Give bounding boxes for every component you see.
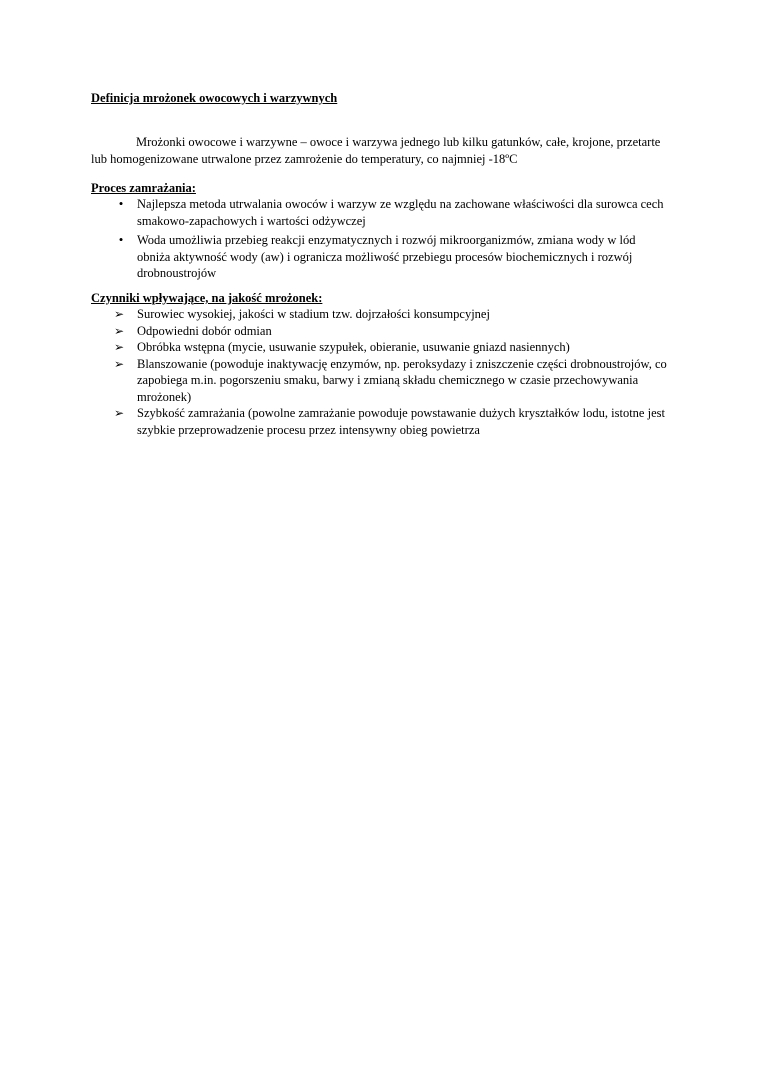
bullet-icon: •	[118, 196, 124, 211]
list-item	[91, 196, 671, 229]
list-item	[91, 356, 671, 406]
quality-factors-heading: Czynniki wpływające, na jakość mrożonek:	[91, 291, 323, 305]
quality-factors-list	[91, 306, 671, 438]
list-item-text: Blanszowanie (powoduje inaktywację enzymów, np. peroksydazy i zniszczenie części drobnoustrojów, co zapobiega m.in. pogorszeniu smaku, barwy i zmianą składu chemicznego w czasie przechowywania mrożonek)	[137, 356, 667, 404]
arrow-bullet-icon: ➢	[113, 356, 125, 371]
list-item	[91, 323, 671, 340]
definition-paragraph: Mrożonki owocowe i warzywne – owoce i warzywa jednego lub kilku gatunków, całe, krojone, przetarte lub homogenizowane utrwalone przez zamrożenie do temperatury, co najmniej -18ºC	[91, 135, 661, 166]
arrow-bullet-icon: ➢	[113, 323, 125, 338]
list-item	[91, 339, 671, 356]
list-item-text: Woda umożliwia przebieg reakcji enzymatycznych i rozwój mikroorganizmów, zmiana wody w lód obniża aktywność wody (aw) i ogranicza możliwość przebiegu procesów biochemicznych i rozwój drobnoustrojów	[137, 233, 636, 280]
list-item-text: Obróbka wstępna (mycie, usuwanie szypułek, obieranie, usuwanie gniazd nasiennych)	[137, 340, 570, 354]
list-item	[91, 306, 671, 323]
arrow-bullet-icon: ➢	[113, 340, 125, 354]
list-item-text: Odpowiedni dobór odmian	[137, 323, 272, 338]
freezing-process-list	[91, 196, 671, 285]
list-item-text: Najlepsza metoda utrwalania owoców i warzyw ze względu na zachowane właściwości dla surowca cech smakowo-zapachowych i wartości odżywczej	[137, 197, 664, 228]
list-item-text: Szybkość zamrażania (powolne zamrażanie powoduje powstawanie dużych kryształków lodu, istotne jest szybkie przeprowadzenie procesu przez intensywny obieg powietrza	[137, 406, 665, 437]
freezing-process-heading: Proces zamrażania:	[91, 181, 196, 195]
list-item	[91, 232, 671, 282]
document-title: Definicja mrożonek owocowych i warzywnych	[91, 91, 338, 105]
list-item-text: Surowiec wysokiej, jakości w stadium tzw. dojrzałości konsumpcyjnej	[137, 307, 490, 321]
bullet-icon: •	[118, 232, 124, 247]
arrow-bullet-icon: ➢	[113, 406, 125, 420]
list-item	[91, 405, 671, 438]
arrow-bullet-icon: ➢	[113, 307, 125, 321]
